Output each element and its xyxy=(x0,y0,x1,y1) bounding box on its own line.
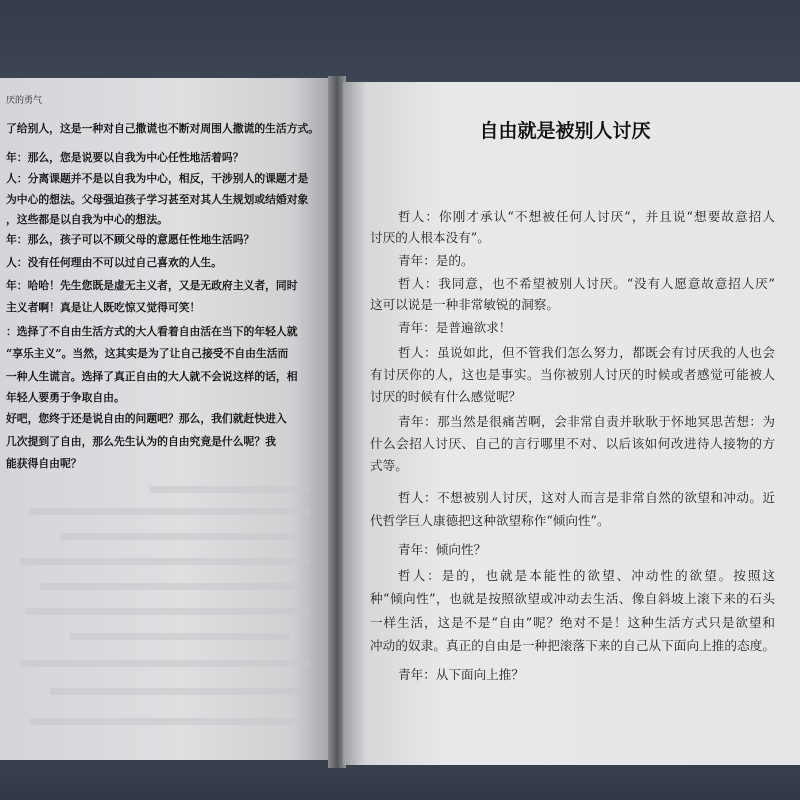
right-text-line: 青年：那当然是很痛苦啊，会非常自责并耿耿于怀地冥思苦想：为 xyxy=(398,414,775,429)
left-text-line: 年：那么，您是说要以自我为中心任性地活着吗？ xyxy=(6,151,244,164)
left-text-line: 几次提到了自由，那么先生认为的自由究竟是什么呢？我 xyxy=(6,435,276,448)
left-text-line: 主义者啊！真是让人既吃惊又觉得可笑！ xyxy=(6,301,201,314)
left-text-line: 年轻人要勇于争取自由。 xyxy=(6,391,125,404)
right-text-line: 哲人：我同意，也不希望被别人讨厌。“没有人愿意故意招人厌” xyxy=(398,276,775,291)
right-page xyxy=(343,82,800,765)
right-text-line: 式等。 xyxy=(370,458,408,473)
running-head: 厌的勇气 xyxy=(6,96,43,106)
right-text-line: 青年：是的。 xyxy=(398,253,474,268)
left-text-line: 年：哈哈！先生您既是虚无主义者，又是无政府主义者，同时 xyxy=(6,279,298,292)
right-text-line: 青年：从下面向上推？ xyxy=(398,667,524,682)
right-text-line: 有讨厌你的人，这也是事实。当你被别人讨厌的时候或者感觉可能被人 xyxy=(370,367,775,382)
right-text-line: 哲人：不想被别人讨厌，这对人而言是非常自然的欲望和冲动。近 xyxy=(398,490,775,505)
right-text-line: 哲人：是的，也就是本能性的欲望、冲动性的欲望。按照这 xyxy=(398,568,775,583)
left-text-line: ，这些都是以自我为中心的想法。 xyxy=(6,213,168,226)
left-text-line: 人：分离课题并不是以自我为中心，相反，干涉别人的课题才是 xyxy=(6,172,309,185)
right-text-line: 青年：是普遍欲求！ xyxy=(398,320,512,335)
left-page xyxy=(0,78,333,760)
left-text-line: 年：那么，孩子可以不顾父母的意愿任性地生活吗？ xyxy=(6,233,255,246)
right-text-line: 代哲学巨人康德把这种欲望称作“倾向性”。 xyxy=(370,513,610,528)
chapter-title: 自由就是被别人讨厌 xyxy=(479,120,651,142)
left-text-line: “享乐主义”。当然，这其实是为了让自己接受不自由生活而 xyxy=(6,347,289,360)
right-text-line: 什么会招人讨厌、自己的言行哪里不对、以后该如何改进待人接物的方 xyxy=(370,436,775,451)
right-text-line: 冲动的奴隶。真正的自由是一种把滚落下来的自己从下面向上推的态度。 xyxy=(370,638,775,653)
right-text-line: 讨厌的时候有什么感觉呢？ xyxy=(370,389,522,404)
left-text-line: 好吧，您终于还是说自由的问题吧？那么，我们就赶快进入 xyxy=(6,412,287,425)
left-text-line: ：选择了不自由生活方式的大人看着自由活在当下的年轻人就 xyxy=(6,325,298,338)
right-text-line: 一样生活，这是不是“自由”呢？绝对不是！这种生活方式只是欲望和 xyxy=(370,615,775,630)
left-text-line: 能获得自由呢？ xyxy=(6,457,82,470)
right-text-line: 讨厌的人根本没有”。 xyxy=(370,230,490,245)
right-text-line: 青年：倾向性？ xyxy=(398,542,487,557)
right-text-line: 这可以说是一种非常敏锐的洞察。 xyxy=(370,297,559,312)
left-text-line: 为中心的想法。父母强迫孩子学习甚至对其人生规划或结婚对象 xyxy=(6,193,309,206)
right-text-line: 哲人：虽说如此，但不管我们怎么努力，都既会有讨厌我的人也会 xyxy=(398,345,775,360)
left-text-line: 一种人生谎言。选择了真正自由的大人就不会说这样的话，相 xyxy=(6,370,298,383)
left-text-line: 了给别人，这是一种对自己撒谎也不断对周围人撒谎的生活方式。 xyxy=(6,122,320,135)
left-text-line: 人：没有任何理由不可以过自己喜欢的人生。 xyxy=(6,256,222,269)
right-text-line: 哲人：你刚才承认“不想被任何人讨厌”，并且说“想要故意招人 xyxy=(398,209,775,224)
right-text-line: 种“倾向性”，也就是按照欲望或冲动去生活、像自斜坡上滚下来的石头 xyxy=(370,591,775,606)
